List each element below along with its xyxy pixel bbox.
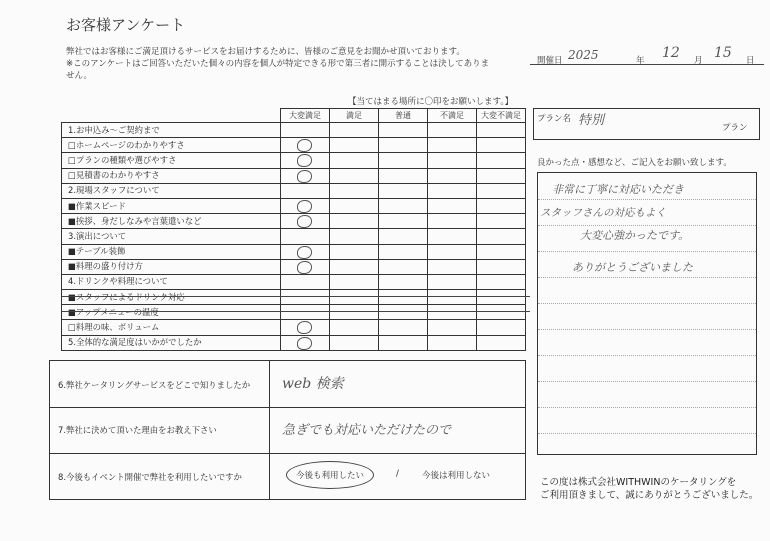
ruled-line bbox=[538, 277, 756, 278]
row-label: ■テーブル装飾 bbox=[62, 244, 281, 259]
rating-cell[interactable] bbox=[281, 244, 330, 259]
table-header-row bbox=[62, 109, 526, 123]
rating-cell[interactable] bbox=[428, 274, 477, 289]
survey-title: お客様アンケート bbox=[66, 16, 186, 34]
question-6-answer: web 検索 bbox=[282, 376, 344, 392]
col-very-dissatisfied: 大変不満足 bbox=[477, 109, 526, 123]
circle-mark-icon bbox=[297, 337, 312, 350]
question-7-answer: 急ぎでも対応いただけたので bbox=[282, 423, 452, 438]
circle-mark-icon bbox=[297, 246, 312, 259]
thank-you-footer bbox=[540, 476, 758, 502]
comment-box[interactable] bbox=[537, 172, 757, 455]
ruled-line bbox=[538, 225, 756, 226]
row-label: □ホームページのわかりやすさ bbox=[62, 138, 281, 153]
table-row bbox=[62, 259, 526, 274]
rating-cell[interactable] bbox=[428, 259, 477, 274]
plan-value: 特別 bbox=[578, 113, 605, 128]
row-label: 3.演出について bbox=[62, 229, 281, 244]
circle-mark-icon bbox=[297, 261, 312, 274]
row-label: ■作業スピード bbox=[62, 198, 281, 213]
table-row bbox=[62, 123, 526, 138]
date-year: 2025 bbox=[568, 48, 599, 62]
date-underline bbox=[530, 64, 764, 65]
rating-cell[interactable] bbox=[379, 335, 428, 350]
rating-cell[interactable] bbox=[379, 153, 428, 168]
option-separator: / bbox=[396, 469, 399, 479]
rating-cell[interactable] bbox=[428, 168, 477, 183]
rating-cell[interactable] bbox=[330, 123, 379, 138]
rating-cell[interactable] bbox=[477, 320, 526, 335]
comment-line-1: 非常に丁寧に対応いただき bbox=[552, 183, 684, 196]
rating-cell[interactable] bbox=[428, 198, 477, 213]
rating-cell[interactable] bbox=[477, 123, 526, 138]
intro-line-1: 弊社ではお客様にご満足頂けるサービスをお届けするために、皆様のご意見をお聞かせ頂いております。 bbox=[66, 47, 465, 57]
rating-cell[interactable] bbox=[477, 183, 526, 198]
rating-cell[interactable] bbox=[428, 123, 477, 138]
rating-cell[interactable] bbox=[281, 274, 330, 289]
rating-cell[interactable] bbox=[379, 198, 428, 213]
rating-cell[interactable] bbox=[428, 244, 477, 259]
rating-cell[interactable] bbox=[330, 244, 379, 259]
table-row bbox=[62, 290, 526, 305]
comment-line-4: ありがとうございました bbox=[572, 261, 693, 274]
date-day: 15 bbox=[714, 45, 732, 61]
rating-cell[interactable] bbox=[281, 259, 330, 274]
rating-cell[interactable] bbox=[330, 259, 379, 274]
rating-cell[interactable] bbox=[477, 138, 526, 153]
rating-cell[interactable] bbox=[379, 244, 428, 259]
circle-mark-icon bbox=[297, 215, 312, 228]
row-label: ■挨拶、身だしなみや言葉遣いなど bbox=[62, 214, 281, 229]
rating-cell[interactable] bbox=[379, 123, 428, 138]
date-label: 開催日 bbox=[537, 56, 563, 66]
ruled-line bbox=[538, 355, 756, 356]
header-blank bbox=[62, 109, 281, 123]
comment-label: 良かった点・感想など、ご記入をお願い致します。 bbox=[537, 158, 732, 168]
ruled-line bbox=[538, 329, 756, 330]
footer-line-2: ご利用頂きまして、誠にありがとうございました。 bbox=[540, 490, 759, 501]
rating-cell[interactable] bbox=[330, 168, 379, 183]
table-row bbox=[62, 229, 526, 244]
circle-mark-icon bbox=[297, 154, 312, 167]
circle-mark-icon bbox=[297, 170, 312, 183]
rating-cell[interactable] bbox=[330, 214, 379, 229]
rating-cell[interactable] bbox=[330, 305, 379, 320]
rating-cell[interactable] bbox=[477, 244, 526, 259]
comment-line-3: 大変心強かったです。 bbox=[580, 229, 690, 242]
option-no-use[interactable]: 今後は利用しない bbox=[422, 471, 491, 481]
table-instruction: 【当てはまる場所に〇印をお願いします。】 bbox=[348, 97, 514, 107]
question-7-row bbox=[50, 407, 525, 454]
rating-cell[interactable] bbox=[477, 214, 526, 229]
rating-cell[interactable] bbox=[379, 138, 428, 153]
table-row bbox=[62, 198, 526, 213]
rating-cell[interactable] bbox=[330, 183, 379, 198]
table-row bbox=[62, 183, 526, 198]
rating-cell[interactable] bbox=[477, 305, 526, 320]
col-neutral: 普通 bbox=[379, 109, 428, 123]
rating-cell[interactable] bbox=[281, 153, 330, 168]
rating-cell[interactable] bbox=[330, 274, 379, 289]
table-row bbox=[62, 153, 526, 168]
row-label: 4.ドリンクや料理について bbox=[62, 274, 281, 289]
table-row bbox=[62, 335, 526, 350]
row-label: 5.全体的な満足度はいかがでしたか bbox=[62, 335, 281, 350]
question-6-label: 6.弊社ケータリングサービスをどこで知りましたか bbox=[58, 380, 251, 390]
rating-cell[interactable] bbox=[379, 229, 428, 244]
ruled-line bbox=[538, 433, 756, 434]
rating-cell[interactable] bbox=[477, 259, 526, 274]
intro-line-3: せん。 bbox=[66, 71, 93, 81]
row-label: ■料理の盛り付け方 bbox=[62, 259, 281, 274]
rating-cell[interactable] bbox=[330, 198, 379, 213]
question-7-label: 7.弊社に決めて頂いた理由をお教え下さい bbox=[58, 425, 217, 435]
question-8-label: 8.今後もイベント開催で弊社を利用したいですか bbox=[58, 472, 242, 482]
rating-cell[interactable] bbox=[379, 320, 428, 335]
col-satisfied: 満足 bbox=[330, 109, 379, 123]
rating-cell[interactable] bbox=[428, 305, 477, 320]
question-8-row bbox=[50, 453, 525, 499]
rating-cell[interactable] bbox=[428, 183, 477, 198]
rating-cell[interactable] bbox=[477, 290, 526, 305]
table-row bbox=[62, 274, 526, 289]
question-6-row bbox=[50, 361, 525, 408]
rating-cell[interactable] bbox=[428, 290, 477, 305]
row-label: ■スタッフによるドリンク対応 bbox=[62, 290, 281, 305]
rating-cell[interactable] bbox=[281, 123, 330, 138]
row-label: □見積書のわかりやすさ bbox=[62, 168, 281, 183]
rating-cell[interactable] bbox=[477, 229, 526, 244]
rating-cell[interactable] bbox=[281, 229, 330, 244]
rating-cell[interactable] bbox=[281, 138, 330, 153]
satisfaction-table bbox=[61, 108, 526, 351]
rating-cell[interactable] bbox=[281, 335, 330, 350]
rating-cell[interactable] bbox=[477, 153, 526, 168]
comment-line-2: スタッフさんの対応もよく bbox=[540, 207, 666, 219]
rating-cell[interactable] bbox=[428, 335, 477, 350]
rating-cell[interactable] bbox=[281, 290, 330, 305]
rating-cell[interactable] bbox=[379, 259, 428, 274]
survey-intro bbox=[66, 46, 536, 82]
rating-cell[interactable] bbox=[379, 183, 428, 198]
table-row bbox=[62, 214, 526, 229]
circle-mark-icon bbox=[297, 200, 312, 213]
circle-mark-icon bbox=[297, 321, 312, 334]
date-month: 12 bbox=[662, 45, 680, 61]
table-row bbox=[62, 320, 526, 335]
rating-cell[interactable] bbox=[330, 320, 379, 335]
rating-cell[interactable] bbox=[379, 290, 428, 305]
circle-mark-icon bbox=[297, 139, 312, 152]
ruled-line bbox=[538, 407, 756, 408]
row-label: 1.お申込み～ご契約まで bbox=[62, 123, 281, 138]
ruled-line bbox=[538, 199, 756, 200]
questions-box bbox=[49, 360, 526, 500]
rating-cell[interactable] bbox=[379, 274, 428, 289]
ruled-line bbox=[538, 251, 756, 252]
table-row bbox=[62, 138, 526, 153]
col-very-satisfied: 大変満足 bbox=[281, 109, 330, 123]
table-row bbox=[62, 168, 526, 183]
row-label: 2.現場スタッフについて bbox=[62, 183, 281, 198]
plan-box bbox=[533, 108, 760, 140]
rating-cell[interactable] bbox=[281, 320, 330, 335]
table-row bbox=[62, 244, 526, 259]
rating-cell[interactable] bbox=[281, 168, 330, 183]
rating-cell[interactable] bbox=[281, 305, 330, 320]
rating-cell[interactable] bbox=[281, 214, 330, 229]
plan-label: プラン名 bbox=[537, 114, 572, 124]
month-label: 月 bbox=[694, 56, 703, 66]
year-label: 年 bbox=[636, 56, 645, 66]
rating-cell[interactable] bbox=[281, 198, 330, 213]
rating-cell[interactable] bbox=[477, 335, 526, 350]
rating-cell[interactable] bbox=[379, 214, 428, 229]
rating-cell[interactable] bbox=[379, 168, 428, 183]
ruled-line bbox=[538, 303, 756, 304]
rating-cell[interactable] bbox=[428, 320, 477, 335]
rating-cell[interactable] bbox=[428, 138, 477, 153]
rating-cell[interactable] bbox=[281, 183, 330, 198]
rating-cell[interactable] bbox=[428, 214, 477, 229]
option-continue-use[interactable]: 今後も利用したい bbox=[296, 471, 365, 481]
rating-cell[interactable] bbox=[330, 153, 379, 168]
row-label: □料理の味、ボリューム bbox=[62, 320, 281, 335]
rating-cell[interactable] bbox=[428, 153, 477, 168]
rating-cell[interactable] bbox=[330, 138, 379, 153]
table-row bbox=[62, 305, 526, 320]
rating-cell[interactable] bbox=[477, 274, 526, 289]
footer-line-1: この度は株式会社WITHWINのケータリングを bbox=[540, 477, 737, 488]
rating-cell[interactable] bbox=[379, 305, 428, 320]
rating-cell[interactable] bbox=[477, 198, 526, 213]
row-label: □プランの種類や選びやすさ bbox=[62, 153, 281, 168]
day-label: 日 bbox=[746, 56, 755, 66]
plan-suffix: プラン bbox=[722, 123, 748, 133]
col-dissatisfied: 不満足 bbox=[428, 109, 477, 123]
rating-cell[interactable] bbox=[330, 335, 379, 350]
intro-line-2: ※このアンケートはご回答いただいた個々の内容を個人が特定できる形で第三者に開示することは決してありま bbox=[66, 59, 490, 69]
ruled-line bbox=[538, 381, 756, 382]
rating-cell[interactable] bbox=[477, 168, 526, 183]
rating-cell[interactable] bbox=[330, 229, 379, 244]
rating-cell[interactable] bbox=[330, 290, 379, 305]
row-label: ■アップメニューの温度 bbox=[62, 305, 281, 320]
rating-cell[interactable] bbox=[428, 229, 477, 244]
